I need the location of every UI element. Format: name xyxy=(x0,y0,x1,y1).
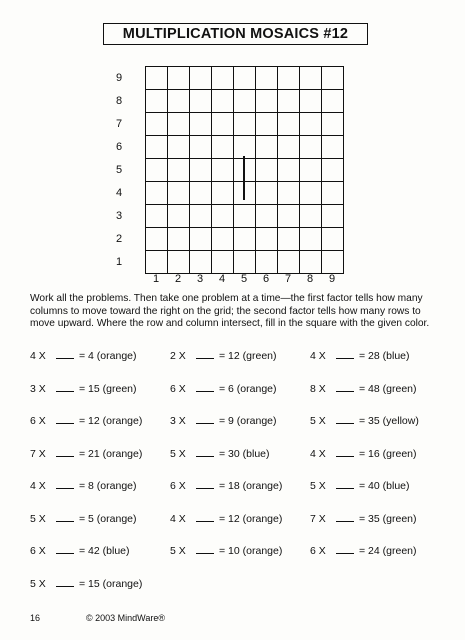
answer-blank[interactable] xyxy=(196,544,214,554)
answer-blank[interactable] xyxy=(56,512,74,522)
grid-cell[interactable] xyxy=(234,90,256,113)
answer-blank[interactable] xyxy=(336,479,354,489)
answer-blank[interactable] xyxy=(336,349,354,359)
problem-product-color: = 16 (green) xyxy=(359,447,417,460)
grid-cell[interactable] xyxy=(212,182,234,205)
grid-cell[interactable] xyxy=(300,90,322,113)
row-label: 6 xyxy=(115,140,123,153)
problem xyxy=(170,479,310,492)
grid-cell[interactable] xyxy=(234,159,256,182)
grid-cell[interactable] xyxy=(146,205,168,228)
problem-product-color: = 12 (orange) xyxy=(79,415,143,427)
problem-row xyxy=(30,479,450,512)
problem-product-color: = 15 (green) xyxy=(79,382,137,395)
grid-cell[interactable] xyxy=(168,228,190,251)
problem-row xyxy=(30,414,450,447)
answer-blank[interactable] xyxy=(196,512,214,522)
problem-product-color: = 21 (orange) xyxy=(79,447,143,460)
problem-factor: 6 X xyxy=(30,545,46,557)
grid-cell[interactable] xyxy=(322,228,344,251)
problem-factor: 4 X xyxy=(310,447,326,460)
row-label: 2 xyxy=(115,232,123,245)
grid-cell[interactable] xyxy=(322,136,344,159)
column-label: 2 xyxy=(174,273,182,285)
grid-cell[interactable] xyxy=(190,113,212,136)
problem xyxy=(170,382,310,395)
grid-cell[interactable] xyxy=(146,251,168,274)
problem-product-color: = 12 (green) xyxy=(219,350,277,362)
grid-cell[interactable] xyxy=(300,136,322,159)
grid-cell[interactable] xyxy=(234,251,256,274)
problem-product-color: = 15 (orange) xyxy=(79,577,143,590)
answer-blank[interactable] xyxy=(56,447,74,457)
grid-cell[interactable] xyxy=(190,67,212,90)
row-label: 1 xyxy=(115,255,123,268)
grid-cell[interactable] xyxy=(190,136,212,159)
problem xyxy=(170,414,310,427)
problem-factor: 2 X xyxy=(170,350,186,362)
grid-cell[interactable] xyxy=(322,90,344,113)
problem-factor: 6 X xyxy=(170,382,186,395)
column-label: 3 xyxy=(196,273,204,285)
column-label: 1 xyxy=(152,273,160,285)
grid-cell[interactable] xyxy=(212,67,234,90)
grid-cell[interactable] xyxy=(168,90,190,113)
grid-cell[interactable] xyxy=(300,67,322,90)
grid-cell[interactable] xyxy=(256,228,278,251)
problem-product-color: = 12 (orange) xyxy=(219,512,283,525)
answer-blank[interactable] xyxy=(56,577,74,587)
problem-factor: 3 X xyxy=(30,382,46,395)
grid-cell[interactable] xyxy=(300,205,322,228)
grid-cell[interactable] xyxy=(168,136,190,159)
problem xyxy=(30,577,177,590)
grid-cell[interactable] xyxy=(300,159,322,182)
grid-cell[interactable] xyxy=(212,136,234,159)
instructions: Work all the problems. Then take one problem at a time—the first factor tells how many columns to move toward the right on the grid; the second factor tells how many rows to move upward. Where the row and column intersect, fill in the square with the given color. xyxy=(30,293,430,329)
answer-blank[interactable] xyxy=(56,479,74,489)
grid-cell[interactable] xyxy=(322,159,344,182)
problem-factor: 8 X xyxy=(310,382,326,395)
answer-blank[interactable] xyxy=(56,349,74,359)
grid-cell[interactable] xyxy=(146,67,168,90)
grid-cell[interactable] xyxy=(278,136,300,159)
column-label: 9 xyxy=(328,273,336,285)
grid-cell[interactable] xyxy=(190,205,212,228)
problem-factor: 5 X xyxy=(310,415,326,427)
column-label: 7 xyxy=(284,273,292,285)
grid-cell[interactable] xyxy=(146,90,168,113)
problem-product-color: = 35 (green) xyxy=(359,512,417,525)
problem-factor: 4 X xyxy=(170,512,186,525)
answer-blank[interactable] xyxy=(336,544,354,554)
problem-product-color: = 48 (green) xyxy=(359,382,417,395)
row-label: 8 xyxy=(115,94,123,107)
grid-cell[interactable] xyxy=(234,136,256,159)
problem-factor: 5 X xyxy=(30,512,46,525)
problem-factor: 4 X xyxy=(30,480,46,492)
problem-product-color: = 35 (yellow) xyxy=(359,415,419,427)
footer xyxy=(30,613,165,623)
problem-product-color: = 8 (orange) xyxy=(79,480,137,492)
answer-blank[interactable] xyxy=(336,382,354,392)
grid-cell[interactable] xyxy=(212,113,234,136)
problem-list xyxy=(30,349,450,609)
column-label: 4 xyxy=(218,273,226,285)
grid-cell[interactable] xyxy=(212,205,234,228)
problem-factor: 5 X xyxy=(30,577,46,590)
copyright: © 2003 MindWare® xyxy=(86,613,165,623)
problem-factor: 6 X xyxy=(170,480,186,492)
grid-cell[interactable] xyxy=(278,205,300,228)
problem-product-color: = 40 (blue) xyxy=(359,480,410,492)
row-label: 5 xyxy=(115,163,123,176)
grid-cell[interactable] xyxy=(212,159,234,182)
row-label: 4 xyxy=(115,186,123,199)
grid-cell[interactable] xyxy=(212,90,234,113)
problem xyxy=(170,544,310,557)
grid-cell[interactable] xyxy=(256,251,278,274)
answer-blank[interactable] xyxy=(196,414,214,424)
grid-cell[interactable] xyxy=(212,251,234,274)
problem-factor: 5 X xyxy=(170,545,186,557)
answer-blank[interactable] xyxy=(56,544,74,554)
grid-cell[interactable] xyxy=(234,228,256,251)
problem-factor: 6 X xyxy=(30,415,46,427)
problem-product-color: = 9 (orange) xyxy=(219,415,277,427)
grid-cell[interactable] xyxy=(322,251,344,274)
problem-product-color: = 4 (orange) xyxy=(79,350,137,362)
problem-product-color: = 24 (green) xyxy=(359,545,417,557)
problem xyxy=(30,479,170,492)
problem xyxy=(170,447,310,460)
answer-blank[interactable] xyxy=(336,414,354,424)
problem-factor: 6 X xyxy=(310,545,326,557)
grid-cell[interactable] xyxy=(256,90,278,113)
problem xyxy=(170,349,310,362)
problem xyxy=(30,349,170,362)
grid-cell[interactable] xyxy=(190,182,212,205)
column-label: 6 xyxy=(262,273,270,285)
grid-cell[interactable] xyxy=(278,182,300,205)
column-label: 8 xyxy=(306,273,314,285)
problem-factor: 7 X xyxy=(30,447,46,460)
problem xyxy=(310,447,450,460)
grid-cell[interactable] xyxy=(256,182,278,205)
grid-cell[interactable] xyxy=(300,113,322,136)
row-label: 9 xyxy=(115,71,123,84)
grid-cell[interactable] xyxy=(190,228,212,251)
grid-cell[interactable] xyxy=(278,228,300,251)
problem xyxy=(310,382,450,395)
grid-cell[interactable] xyxy=(146,136,168,159)
problem-factor: 4 X xyxy=(310,350,326,362)
problem-product-color: = 10 (orange) xyxy=(219,545,283,557)
grid-cell[interactable] xyxy=(300,182,322,205)
answer-blank[interactable] xyxy=(56,382,74,392)
page-number: 16 xyxy=(30,613,41,623)
answer-blank[interactable] xyxy=(196,349,214,359)
problem xyxy=(30,544,170,557)
problem-row xyxy=(30,577,450,610)
grid-cell[interactable] xyxy=(212,228,234,251)
problem xyxy=(170,512,310,525)
problem xyxy=(310,512,450,525)
grid-cell[interactable] xyxy=(322,182,344,205)
grid-cell[interactable] xyxy=(256,205,278,228)
grid-cell[interactable] xyxy=(168,205,190,228)
grid-cell[interactable] xyxy=(146,159,168,182)
problem-row xyxy=(30,447,450,480)
grid-row-labels xyxy=(112,66,126,273)
answer-blank[interactable] xyxy=(196,382,214,392)
grid-cell[interactable] xyxy=(256,67,278,90)
row-label: 3 xyxy=(115,209,123,222)
problem-product-color: = 30 (blue) xyxy=(219,447,270,460)
problem-product-color: = 6 (orange) xyxy=(219,382,277,395)
grid-cell[interactable] xyxy=(168,251,190,274)
grid-cell[interactable] xyxy=(322,113,344,136)
grid-cell[interactable] xyxy=(256,159,278,182)
grid-cell[interactable] xyxy=(278,159,300,182)
grid-cell[interactable] xyxy=(234,182,256,205)
problem xyxy=(310,479,450,492)
pencil-mark xyxy=(243,156,245,200)
problem xyxy=(30,447,170,460)
grid-cell[interactable] xyxy=(256,136,278,159)
problem-row xyxy=(30,349,450,382)
problem-product-color: = 5 (orange) xyxy=(79,512,137,525)
problem xyxy=(310,349,450,362)
grid-cell[interactable] xyxy=(190,90,212,113)
answer-blank[interactable] xyxy=(196,479,214,489)
grid-cell[interactable] xyxy=(278,113,300,136)
grid-cell[interactable] xyxy=(146,228,168,251)
problem-factor: 7 X xyxy=(310,512,326,525)
grid-column-labels xyxy=(145,273,343,285)
grid-cell[interactable] xyxy=(278,67,300,90)
problem-factor: 3 X xyxy=(170,415,186,427)
grid-cell[interactable] xyxy=(322,67,344,90)
problem-product-color: = 42 (blue) xyxy=(79,545,130,557)
problem xyxy=(30,512,170,525)
grid-cell[interactable] xyxy=(146,113,168,136)
row-label: 7 xyxy=(115,117,123,130)
problem-factor: 4 X xyxy=(30,350,46,362)
column-label: 5 xyxy=(240,273,248,285)
grid-cell[interactable] xyxy=(278,251,300,274)
grid-cell[interactable] xyxy=(300,251,322,274)
grid-cell[interactable] xyxy=(234,113,256,136)
problem-row xyxy=(30,512,450,545)
problem-product-color: = 28 (blue) xyxy=(359,350,410,362)
answer-blank[interactable] xyxy=(336,447,354,457)
grid-cell[interactable] xyxy=(168,182,190,205)
grid-cell[interactable] xyxy=(168,113,190,136)
grid-cell[interactable] xyxy=(300,228,322,251)
problem xyxy=(30,382,170,395)
grid-cell[interactable] xyxy=(168,159,190,182)
grid-cell[interactable] xyxy=(278,90,300,113)
grid-cell[interactable] xyxy=(256,113,278,136)
problem-row xyxy=(30,382,450,415)
answer-blank[interactable] xyxy=(196,447,214,457)
worksheet-title: MULTIPLICATION MOSAICS #12 xyxy=(103,23,368,45)
problem xyxy=(30,414,170,427)
grid-cell[interactable] xyxy=(190,251,212,274)
problem-factor: 5 X xyxy=(310,480,326,492)
grid-cell[interactable] xyxy=(146,182,168,205)
grid-cell[interactable] xyxy=(234,205,256,228)
problem xyxy=(310,414,450,427)
answer-blank[interactable] xyxy=(56,414,74,424)
answer-blank[interactable] xyxy=(336,512,354,522)
grid-cell[interactable] xyxy=(234,67,256,90)
problem-row xyxy=(30,544,450,577)
problem-product-color: = 18 (orange) xyxy=(219,480,283,492)
grid-cell[interactable] xyxy=(322,205,344,228)
problem xyxy=(310,544,450,557)
grid-cell[interactable] xyxy=(168,67,190,90)
grid-cell[interactable] xyxy=(190,159,212,182)
problem-factor: 5 X xyxy=(170,447,186,460)
